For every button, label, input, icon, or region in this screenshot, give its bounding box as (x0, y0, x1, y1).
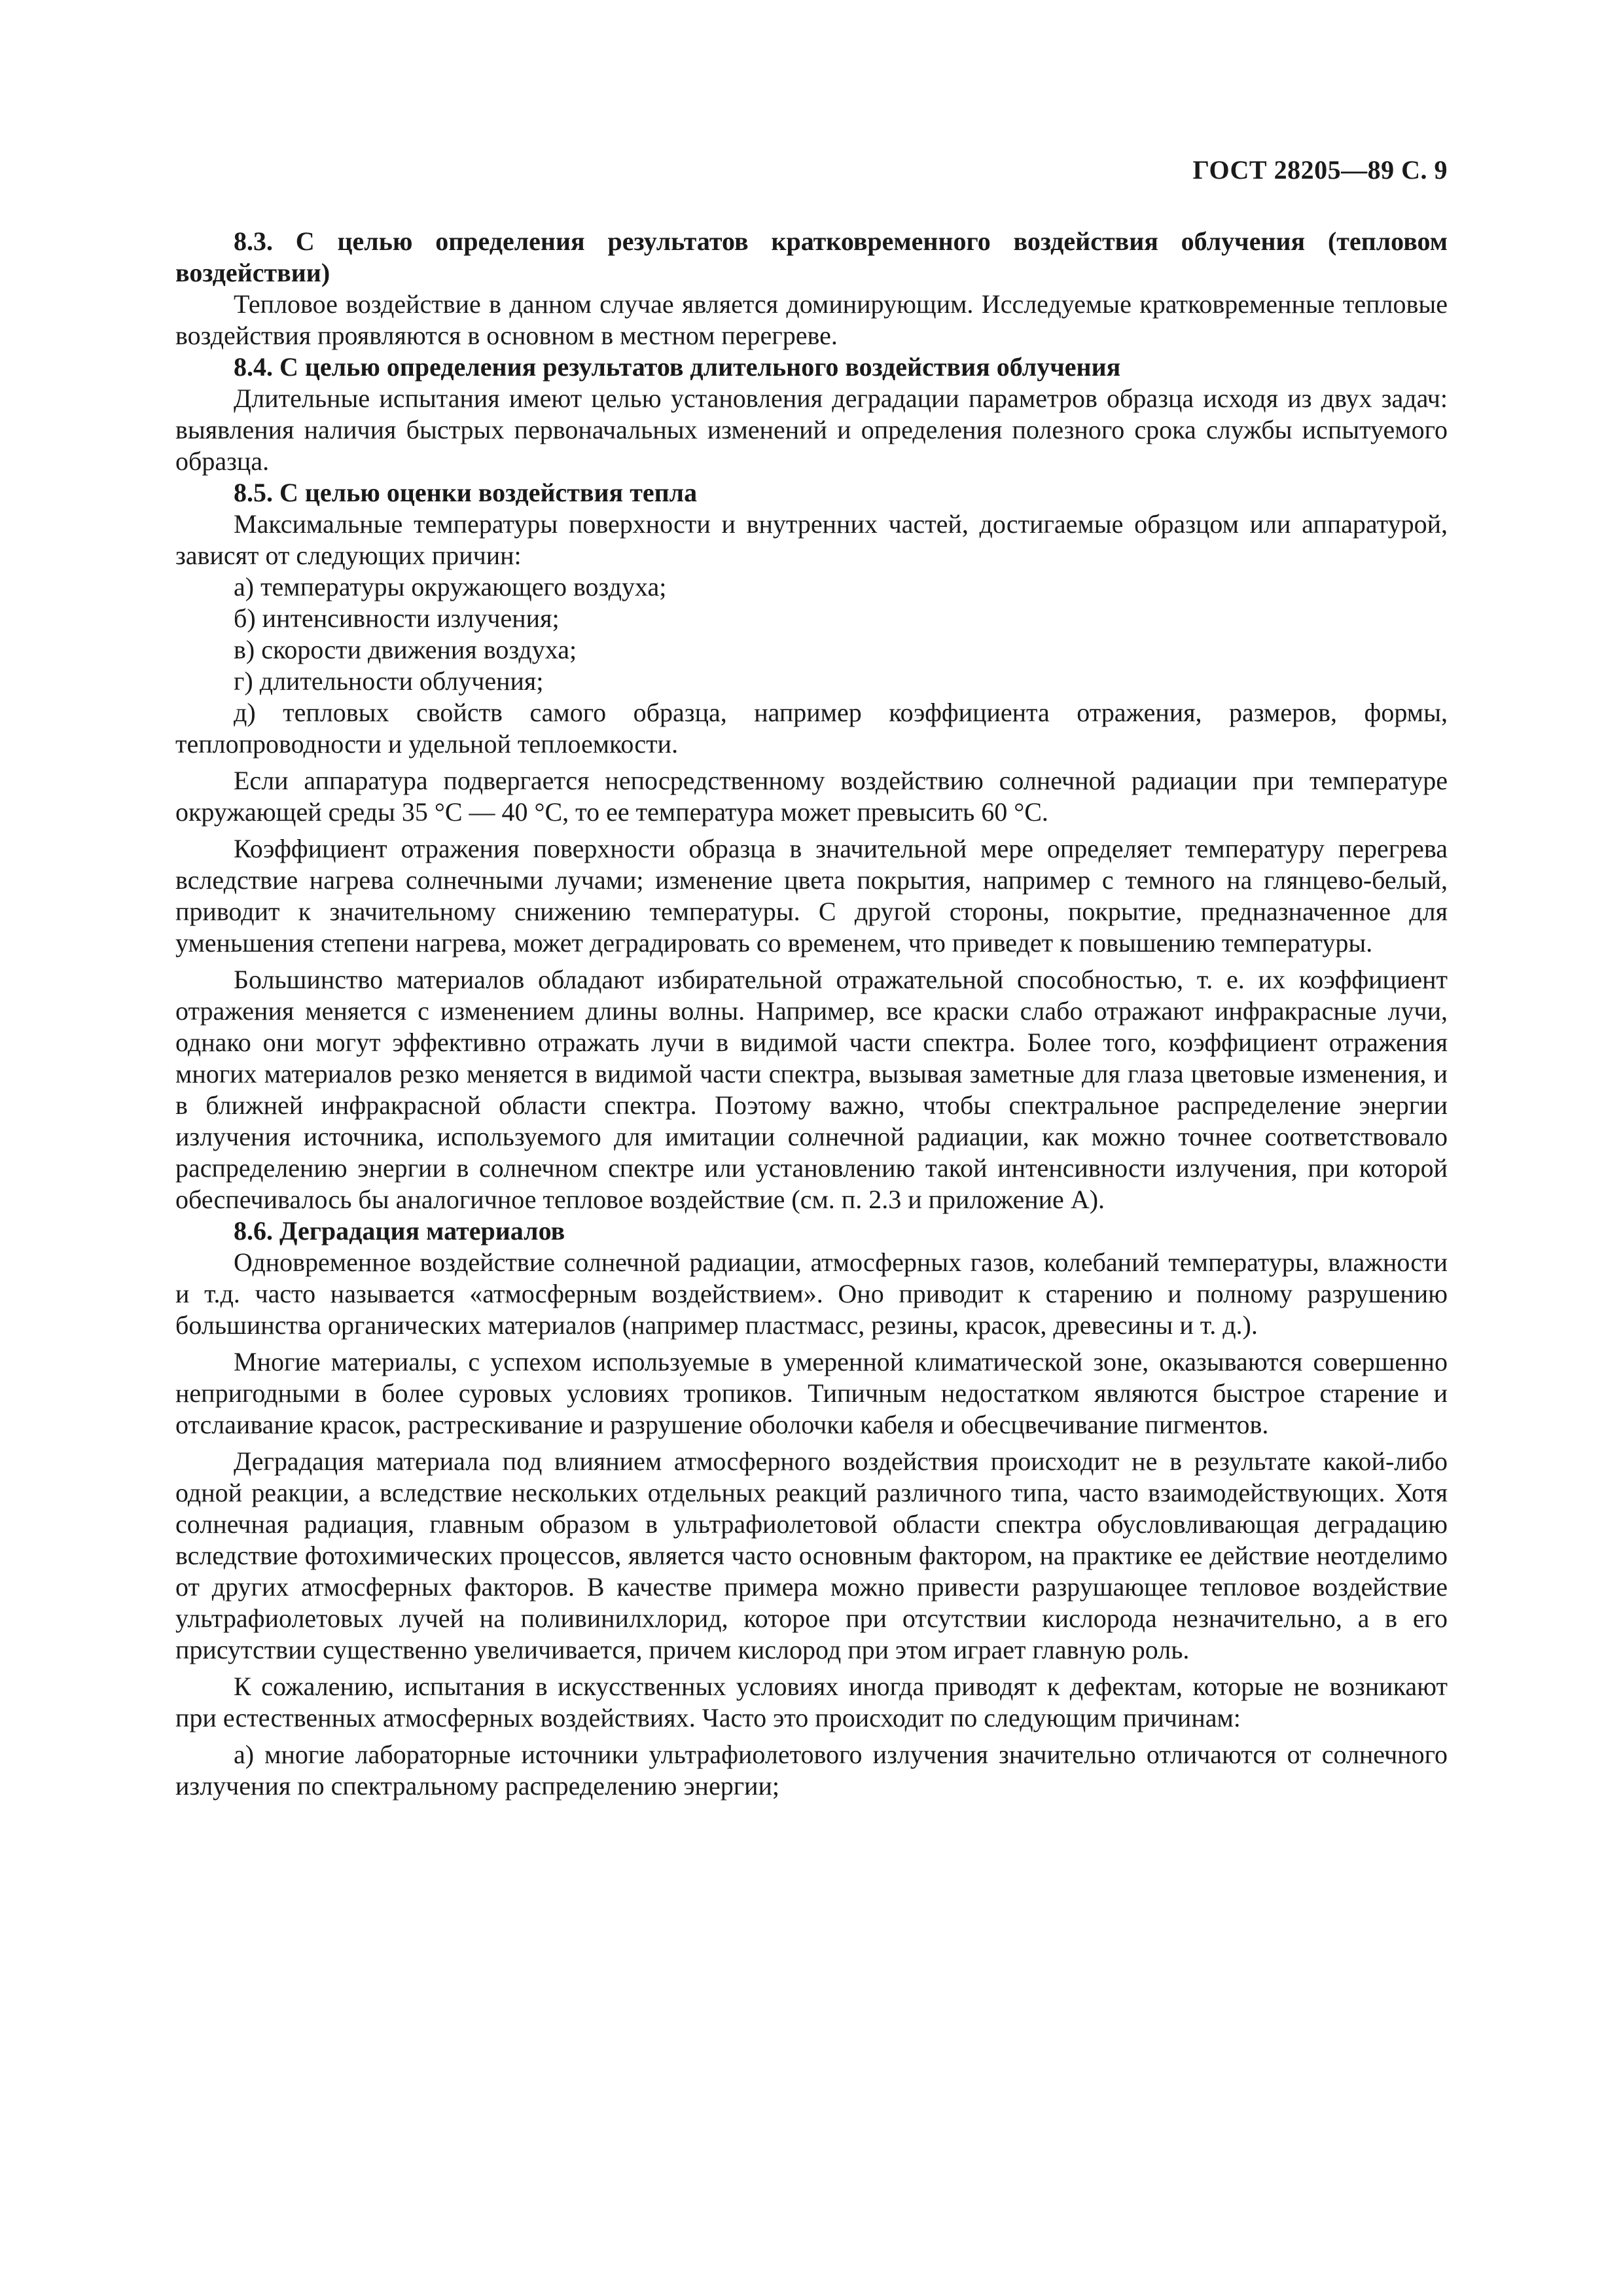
list-item-c: в) скорости движения воздуха; (234, 635, 577, 664)
section-8-5-paragraph-1: Максимальные температуры поверхности и внутренних частей, достигаемые образцом или аппаратурой, зависят от следующих причин: (175, 509, 1448, 570)
section-8-3-heading: 8.3. С целью определения результатов кратковременного воздействия облучения (тепловом воздействии) (175, 226, 1448, 287)
list-item-b: б) интенсивности излучения; (234, 603, 560, 633)
list-item-e: д) тепловых свойств самого образца, например коэффициента отражения, размеров, формы, теплопроводности и удельной теплоемкости. (175, 698, 1448, 759)
section-8-3-paragraph-1: Тепловое воздействие в данном случае является доминирующим. Исследуемые кратковременные тепловые воздействия проявляются в основном в местном перегреве. (175, 289, 1448, 350)
section-8-5-heading: 8.5. С целью оценки воздействия тепла (234, 478, 698, 507)
section-8-6-paragraph-4: К сожалению, испытания в искусственных условиях иногда приводят к дефектам, которые не возникают при естественных атмосферных воздействиях. Часто это происходит по следующим причинам: (175, 1672, 1448, 1732)
section-8-6-paragraph-3: Деградация материала под влиянием атмосферного воздействия происходит не в результате какой-либо одной реакции, а вследствие нескольких отдельных реакций различного типа, часто взаимодействующих. Хотя солнечная радиация, главным образом в ультрафиолетовой области спектра обусловливающая деградацию вследствие фотохимических процессов, является часто основным фактором, на практике ее действие неотделимо от других атмосферных факторов. В качестве примера можно привести разрушающее тепловое воздействие ультрафиолетовых лучей на поливинилхлорид, которое при отсутствии кислорода незначительно, а в его присутствии существенно увеличивается, причем кислород при этом играет главную роль. (175, 1446, 1448, 1664)
section-8-6-heading: 8.6. Деградация материалов (234, 1216, 565, 1246)
section-8-4-heading: 8.4. С целью определения результатов длительного воздействия облучения (234, 352, 1121, 382)
section-8-6-paragraph-1: Одновременное воздействие солнечной радиации, атмосферных газов, колебаний температуры, влажности и т.д. часто называется «атмосферным воздействием». Оно приводит к старению и полному разрушению большинства органических материалов (например пластмасс, резины, красок, древесины и т. д.). (175, 1247, 1448, 1340)
section-8-6-paragraph-2: Многие материалы, с успехом используемые в умеренной климатической зоне, оказываются совершенно непригодными в более суровых условиях тропиков. Типичным недостатком являются быстрое старение и отслаивание красок, растрескивание и разрушение оболочки кабеля и обесцвечивание пигментов. (175, 1347, 1448, 1439)
section-8-6-list-item-a: а) многие лабораторные источники ультрафиолетового излучения значительно отличаются от солнечного излучения по спектральному распределению энергии; (175, 1740, 1448, 1801)
page-header: ГОСТ 28205—89 С. 9 (1192, 155, 1448, 185)
section-8-5-paragraph-4: Большинство материалов обладают избирательной отражательной способностью, т. е. их коэффициент отражения меняется с изменением длины волны. Например, все краски слабо отражают инфракрасные лучи, однако они могут эффективно отражать лучи в видимой части спектра. Более того, коэффициент отражения многих материалов резко меняется в видимой части спектра, вызывая заметные для глаза цветовые изменения, и в ближней инфракрасной области спектра. Поэтому важно, чтобы спектральное распределение энергии излучения источника, используемого для имитации солнечной радиации, как можно точнее соответствовало распределению энергии в солнечном спектре или установлению такой интенсивности излучения, при которой обеспечивалось бы аналогичное тепловое воздействие (см. п. 2.3 и приложение А). (175, 965, 1448, 1214)
section-8-4-paragraph-1: Длительные испытания имеют целью установления деградации параметров образца исходя из двух задач: выявления наличия быстрых первоначальных изменений и определения полезного срока службы испытуемого образца. (175, 384, 1448, 476)
section-8-5-paragraph-2: Если аппаратура подвергается непосредственному воздействию солнечной радиации при температуре окружающей среды 35 °С — 40 °С, то ее температура может превысить 60 °С. (175, 766, 1448, 827)
list-item-a: а) температуры окружающего воздуха; (234, 572, 667, 601)
section-8-5-paragraph-3: Коэффициент отражения поверхности образца в значительной мере определяет температуру перегрева вследствие нагрева солнечными лучами; изменение цвета покрытия, например с темного на глянцево-белый, приводит к значительному снижению температуры. С другой стороны, покрытие, предназначенное для уменьшения степени нагрева, может деградировать со временем, что приведет к повышению температуры. (175, 834, 1448, 958)
document-body (175, 226, 1448, 1802)
list-item-d: г) длительности облучения; (234, 666, 544, 696)
